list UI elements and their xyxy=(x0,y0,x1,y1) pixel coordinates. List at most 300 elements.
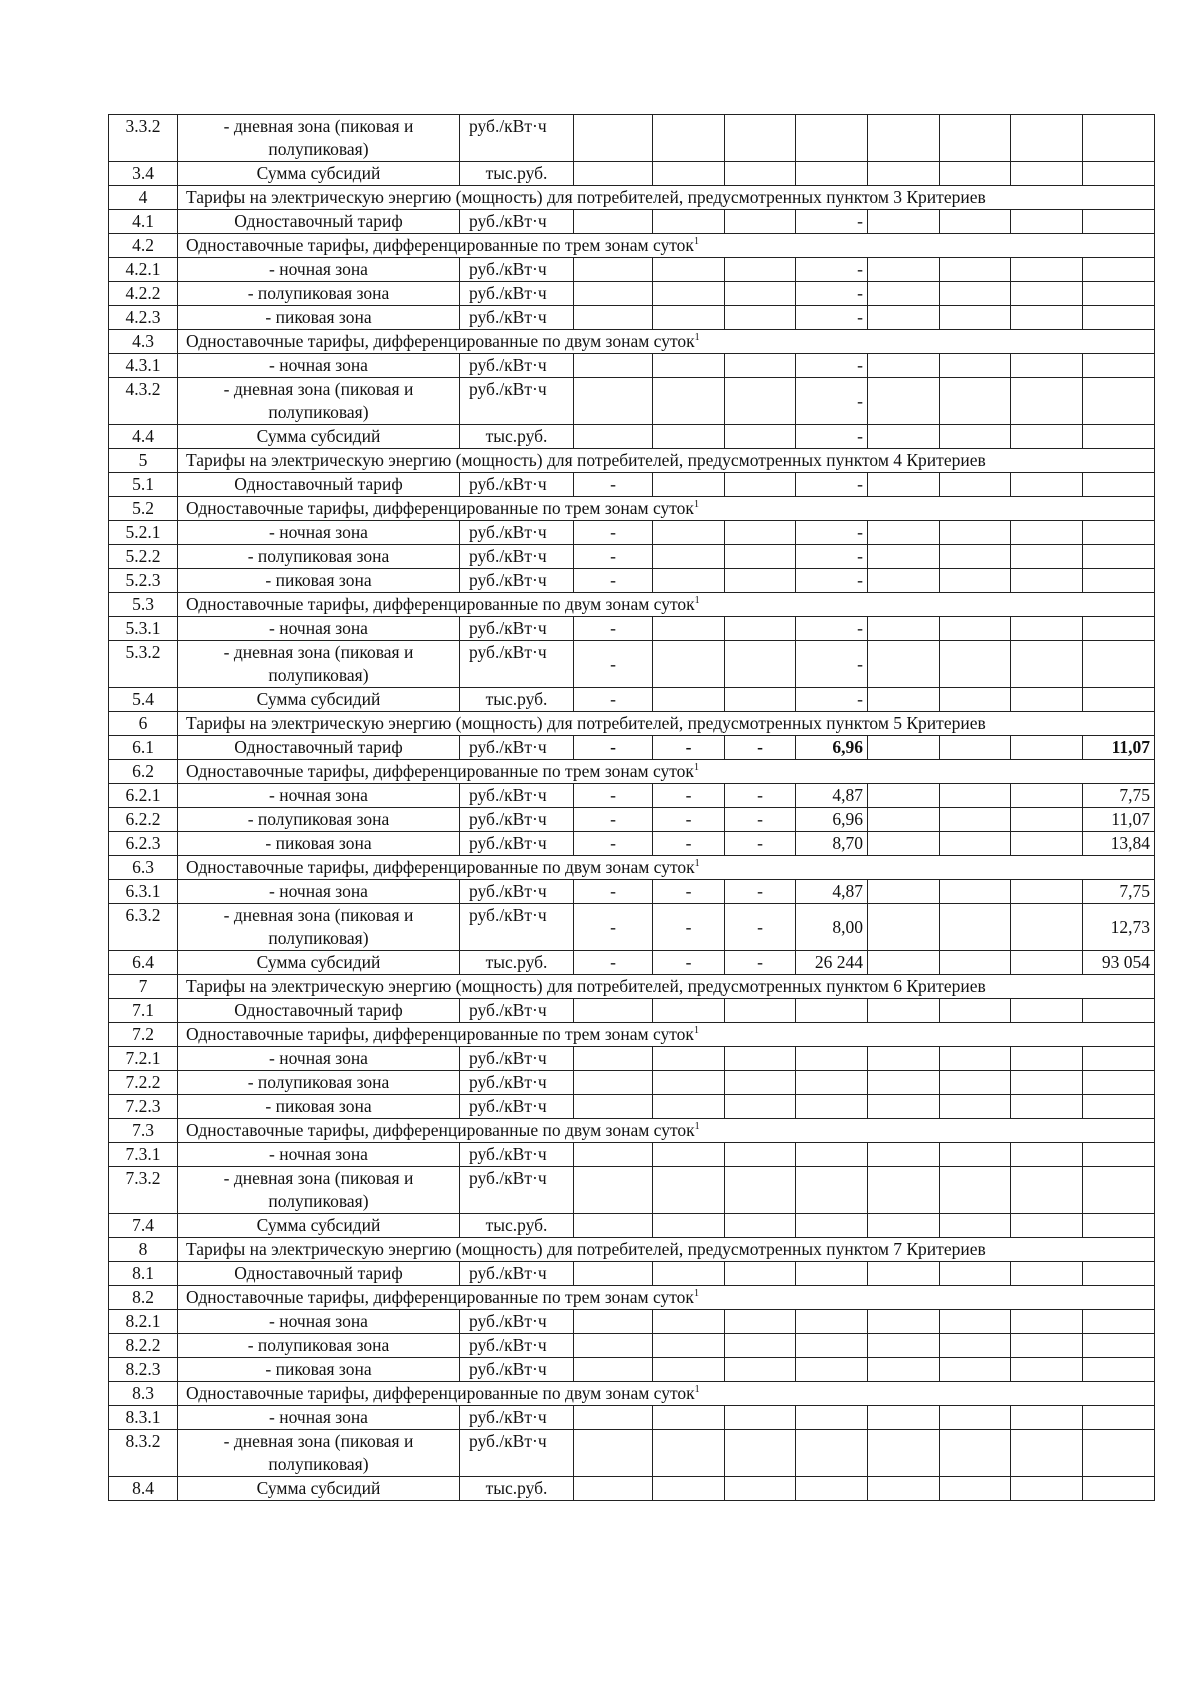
value-cell xyxy=(653,1167,725,1214)
value-cell xyxy=(653,1334,725,1358)
value-cell xyxy=(1011,617,1083,641)
value-cell xyxy=(1011,282,1083,306)
row-number-cell: 6.2.3 xyxy=(109,832,178,856)
value-cell xyxy=(1083,1477,1155,1501)
value-cell: - xyxy=(796,641,868,688)
value-cell xyxy=(796,162,868,186)
unit-cell: руб./кВт·ч xyxy=(460,1358,574,1382)
value-cell xyxy=(940,784,1011,808)
row-number-cell: 6 xyxy=(109,712,178,736)
value-cell xyxy=(1011,999,1083,1023)
value-cell: 8,70 xyxy=(796,832,868,856)
section-title: Одноставочные тарифы, дифференцированные по трем зонам суток xyxy=(186,761,694,781)
value-cell xyxy=(653,378,725,425)
value-cell xyxy=(940,162,1011,186)
value-cell xyxy=(868,306,940,330)
value-cell xyxy=(940,115,1011,162)
value-cell xyxy=(1083,641,1155,688)
table-row xyxy=(109,354,1155,378)
value-cell: 12,73 xyxy=(1083,904,1155,951)
value-cell xyxy=(1011,1214,1083,1238)
section-header-row xyxy=(109,449,1155,473)
footnote-marker: 1 xyxy=(693,1288,699,1299)
value-cell xyxy=(940,354,1011,378)
value-cell xyxy=(868,1310,940,1334)
value-cell xyxy=(796,115,868,162)
value-cell xyxy=(1083,354,1155,378)
table-row xyxy=(109,1167,1155,1214)
table-row xyxy=(109,210,1155,234)
value-cell xyxy=(796,1071,868,1095)
indicator-name-cell: Сумма субсидий xyxy=(178,425,460,449)
value-cell xyxy=(653,1310,725,1334)
indicator-name-cell: Сумма субсидий xyxy=(178,1214,460,1238)
value-cell xyxy=(1011,808,1083,832)
row-number-cell: 4.2 xyxy=(109,234,178,258)
value-cell xyxy=(653,354,725,378)
section-header-row xyxy=(109,1382,1155,1406)
value-cell xyxy=(868,1047,940,1071)
section-header-row xyxy=(109,712,1155,736)
value-cell xyxy=(868,617,940,641)
value-cell xyxy=(868,1358,940,1382)
section-title-cell xyxy=(178,760,1155,784)
indicator-name-cell: - полупиковая зона xyxy=(178,545,460,569)
value-cell xyxy=(574,1047,653,1071)
section-title: Одноставочные тарифы, дифференцированные по трем зонам суток xyxy=(186,1024,694,1044)
unit-cell: руб./кВт·ч xyxy=(460,880,574,904)
section-title: Одноставочные тарифы, дифференцированные по трем зонам суток xyxy=(186,498,694,518)
value-cell xyxy=(1011,306,1083,330)
table-row xyxy=(109,258,1155,282)
row-number-cell: 6.3.1 xyxy=(109,880,178,904)
value-cell xyxy=(940,999,1011,1023)
value-cell xyxy=(653,521,725,545)
row-number-cell: 5.2.3 xyxy=(109,569,178,593)
value-cell xyxy=(796,1214,868,1238)
value-cell xyxy=(1011,832,1083,856)
value-cell xyxy=(868,545,940,569)
value-cell xyxy=(940,904,1011,951)
value-cell xyxy=(868,1167,940,1214)
value-cell xyxy=(574,1095,653,1119)
value-cell xyxy=(653,1358,725,1382)
section-title-cell xyxy=(178,856,1155,880)
section-title-cell xyxy=(178,1119,1155,1143)
value-cell xyxy=(653,617,725,641)
indicator-name-cell: - ночная зона xyxy=(178,1406,460,1430)
table-row xyxy=(109,1095,1155,1119)
value-cell xyxy=(868,999,940,1023)
value-cell xyxy=(574,1334,653,1358)
row-number-cell: 6.2 xyxy=(109,760,178,784)
section-header-row xyxy=(109,1286,1155,1310)
unit-cell: руб./кВт·ч xyxy=(460,569,574,593)
row-number-cell: 8.3 xyxy=(109,1382,178,1406)
value-cell xyxy=(725,1095,796,1119)
row-number-cell: 8.3.1 xyxy=(109,1406,178,1430)
value-cell xyxy=(653,210,725,234)
value-cell xyxy=(1083,617,1155,641)
row-number-cell: 4.2.3 xyxy=(109,306,178,330)
value-cell: 11,07 xyxy=(1083,736,1155,760)
table-row xyxy=(109,473,1155,497)
indicator-name-cell: - ночная зона xyxy=(178,1143,460,1167)
value-cell: - xyxy=(725,832,796,856)
value-cell xyxy=(574,306,653,330)
section-header-row xyxy=(109,1238,1155,1262)
value-cell xyxy=(725,521,796,545)
value-cell xyxy=(1011,569,1083,593)
row-number-cell: 8.2.1 xyxy=(109,1310,178,1334)
value-cell: 6,96 xyxy=(796,736,868,760)
row-number-cell: 8.2.2 xyxy=(109,1334,178,1358)
table-row xyxy=(109,784,1155,808)
indicator-name-cell: - дневная зона (пиковая и полупиковая) xyxy=(178,1430,460,1477)
indicator-name-cell: - полупиковая зона xyxy=(178,282,460,306)
value-cell xyxy=(1083,1095,1155,1119)
indicator-name-cell: - дневная зона (пиковая и полупиковая) xyxy=(178,378,460,425)
value-cell xyxy=(653,1095,725,1119)
section-title: Тарифы на электрическую энергию (мощность) для потребителей, предусмотренных пунктом 3 Критериев xyxy=(186,187,986,207)
unit-cell: руб./кВт·ч xyxy=(460,210,574,234)
table-row xyxy=(109,115,1155,162)
indicator-name-cell: - ночная зона xyxy=(178,784,460,808)
row-number-cell: 6.1 xyxy=(109,736,178,760)
value-cell xyxy=(574,1430,653,1477)
value-cell xyxy=(1011,688,1083,712)
row-number-cell: 4.2.1 xyxy=(109,258,178,282)
section-title: Одноставочные тарифы, дифференцированные по двум зонам суток xyxy=(186,857,695,877)
section-title-cell xyxy=(178,593,1155,617)
value-cell xyxy=(725,1334,796,1358)
value-cell xyxy=(940,521,1011,545)
unit-cell: руб./кВт·ч xyxy=(460,1095,574,1119)
value-cell xyxy=(868,688,940,712)
value-cell: - xyxy=(653,880,725,904)
unit-cell: руб./кВт·ч xyxy=(460,999,574,1023)
indicator-name-cell: - ночная зона xyxy=(178,617,460,641)
value-cell xyxy=(653,1047,725,1071)
section-title-cell xyxy=(178,234,1155,258)
value-cell: - xyxy=(574,904,653,951)
indicator-name-cell: - полупиковая зона xyxy=(178,1334,460,1358)
section-header-row xyxy=(109,856,1155,880)
value-cell: 11,07 xyxy=(1083,808,1155,832)
value-cell xyxy=(868,1406,940,1430)
row-number-cell: 8.2 xyxy=(109,1286,178,1310)
value-cell xyxy=(1011,1047,1083,1071)
row-number-cell: 5.2.2 xyxy=(109,545,178,569)
table-row xyxy=(109,306,1155,330)
value-cell xyxy=(653,1071,725,1095)
indicator-name-cell: - ночная зона xyxy=(178,521,460,545)
unit-cell: тыс.руб. xyxy=(460,688,574,712)
section-title: Тарифы на электрическую энергию (мощность) для потребителей, предусмотренных пунктом 5 Критериев xyxy=(186,713,986,733)
value-cell xyxy=(653,425,725,449)
value-cell xyxy=(868,162,940,186)
value-cell: - xyxy=(725,951,796,975)
section-title-cell xyxy=(178,1023,1155,1047)
value-cell xyxy=(653,545,725,569)
value-cell xyxy=(574,1406,653,1430)
unit-cell: руб./кВт·ч xyxy=(460,306,574,330)
section-title-cell xyxy=(178,330,1155,354)
value-cell xyxy=(1083,306,1155,330)
indicator-name-cell: - пиковая зона xyxy=(178,1358,460,1382)
value-cell xyxy=(653,1214,725,1238)
row-number-cell: 7 xyxy=(109,975,178,999)
footnote-marker: 1 xyxy=(694,1384,700,1395)
value-cell xyxy=(725,545,796,569)
value-cell: - xyxy=(796,306,868,330)
value-cell: 7,75 xyxy=(1083,784,1155,808)
value-cell xyxy=(1011,1334,1083,1358)
table-row xyxy=(109,1334,1155,1358)
indicator-name-cell: Сумма субсидий xyxy=(178,951,460,975)
section-title: Тарифы на электрическую энергию (мощность) для потребителей, предусмотренных пунктом 7 Критериев xyxy=(186,1239,986,1259)
value-cell xyxy=(653,1406,725,1430)
unit-cell: руб./кВт·ч xyxy=(460,1310,574,1334)
indicator-name-cell: - пиковая зона xyxy=(178,832,460,856)
row-number-cell: 4.4 xyxy=(109,425,178,449)
value-cell xyxy=(868,354,940,378)
value-cell xyxy=(940,306,1011,330)
value-cell xyxy=(868,1071,940,1095)
value-cell xyxy=(1011,1095,1083,1119)
row-number-cell: 7.2.1 xyxy=(109,1047,178,1071)
footnote-marker: 1 xyxy=(693,1025,699,1036)
section-header-row xyxy=(109,234,1155,258)
section-title: Одноставочные тарифы, дифференцированные по двум зонам суток xyxy=(186,594,695,614)
value-cell: - xyxy=(796,210,868,234)
indicator-name-cell: - дневная зона (пиковая и полупиковая) xyxy=(178,115,460,162)
unit-cell: руб./кВт·ч xyxy=(460,1334,574,1358)
value-cell xyxy=(1011,210,1083,234)
value-cell: - xyxy=(653,736,725,760)
value-cell: - xyxy=(574,569,653,593)
footnote-marker: 1 xyxy=(694,595,700,606)
unit-cell: руб./кВт·ч xyxy=(460,521,574,545)
value-cell: - xyxy=(574,880,653,904)
value-cell xyxy=(653,282,725,306)
section-header-row xyxy=(109,1023,1155,1047)
value-cell xyxy=(574,258,653,282)
section-title: Тарифы на электрическую энергию (мощность) для потребителей, предусмотренных пунктом 4 Критериев xyxy=(186,450,986,470)
value-cell xyxy=(725,688,796,712)
value-cell: - xyxy=(796,521,868,545)
row-number-cell: 4.3.2 xyxy=(109,378,178,425)
unit-cell: руб./кВт·ч xyxy=(460,115,574,162)
value-cell xyxy=(796,1310,868,1334)
value-cell xyxy=(868,641,940,688)
value-cell xyxy=(653,999,725,1023)
row-number-cell: 5.2.1 xyxy=(109,521,178,545)
section-title: Одноставочные тарифы, дифференцированные по трем зонам суток xyxy=(186,1287,694,1307)
value-cell: - xyxy=(653,808,725,832)
row-number-cell: 7.2.3 xyxy=(109,1095,178,1119)
value-cell: - xyxy=(574,808,653,832)
value-cell xyxy=(868,210,940,234)
unit-cell: тыс.руб. xyxy=(460,1214,574,1238)
row-number-cell: 6.2.1 xyxy=(109,784,178,808)
value-cell xyxy=(725,162,796,186)
unit-cell: руб./кВт·ч xyxy=(460,641,574,688)
row-number-cell: 7.1 xyxy=(109,999,178,1023)
value-cell xyxy=(868,473,940,497)
indicator-name-cell: - ночная зона xyxy=(178,880,460,904)
value-cell: - xyxy=(653,784,725,808)
indicator-name-cell: - ночная зона xyxy=(178,354,460,378)
value-cell xyxy=(1011,736,1083,760)
value-cell xyxy=(940,951,1011,975)
value-cell xyxy=(796,1358,868,1382)
indicator-name-cell: - пиковая зона xyxy=(178,306,460,330)
value-cell xyxy=(725,378,796,425)
value-cell xyxy=(1083,425,1155,449)
table-row xyxy=(109,162,1155,186)
table-row xyxy=(109,545,1155,569)
value-cell: - xyxy=(574,784,653,808)
value-cell xyxy=(940,1167,1011,1214)
unit-cell: руб./кВт·ч xyxy=(460,545,574,569)
unit-cell: руб./кВт·ч xyxy=(460,904,574,951)
value-cell xyxy=(574,1262,653,1286)
row-number-cell: 5.3.2 xyxy=(109,641,178,688)
value-cell: - xyxy=(725,808,796,832)
value-cell xyxy=(868,258,940,282)
value-cell xyxy=(1011,1262,1083,1286)
unit-cell: руб./кВт·ч xyxy=(460,1143,574,1167)
value-cell: - xyxy=(574,736,653,760)
value-cell xyxy=(1083,473,1155,497)
value-cell xyxy=(1011,1310,1083,1334)
section-header-row xyxy=(109,1119,1155,1143)
value-cell xyxy=(725,1143,796,1167)
value-cell: - xyxy=(574,545,653,569)
value-cell xyxy=(574,999,653,1023)
value-cell: - xyxy=(574,473,653,497)
value-cell xyxy=(653,258,725,282)
unit-cell: руб./кВт·ч xyxy=(460,378,574,425)
value-cell xyxy=(725,1310,796,1334)
table-row xyxy=(109,808,1155,832)
value-cell xyxy=(868,1095,940,1119)
table-row xyxy=(109,1358,1155,1382)
value-cell xyxy=(940,378,1011,425)
unit-cell: руб./кВт·ч xyxy=(460,354,574,378)
value-cell xyxy=(868,784,940,808)
value-cell xyxy=(725,115,796,162)
value-cell xyxy=(1083,378,1155,425)
section-title-cell xyxy=(178,497,1155,521)
value-cell xyxy=(1083,569,1155,593)
footnote-marker: 1 xyxy=(693,762,699,773)
value-cell xyxy=(1011,784,1083,808)
value-cell: - xyxy=(653,951,725,975)
indicator-name-cell: - дневная зона (пиковая и полупиковая) xyxy=(178,1167,460,1214)
value-cell xyxy=(868,808,940,832)
value-cell xyxy=(868,951,940,975)
section-title-cell xyxy=(178,1238,1155,1262)
row-number-cell: 8.1 xyxy=(109,1262,178,1286)
table-row xyxy=(109,521,1155,545)
value-cell: - xyxy=(796,473,868,497)
value-cell xyxy=(796,1334,868,1358)
value-cell xyxy=(1011,258,1083,282)
unit-cell: руб./кВт·ч xyxy=(460,258,574,282)
value-cell xyxy=(940,736,1011,760)
value-cell xyxy=(796,1047,868,1071)
value-cell: 4,87 xyxy=(796,880,868,904)
indicator-name-cell: Одноставочный тариф xyxy=(178,999,460,1023)
row-number-cell: 3.3.2 xyxy=(109,115,178,162)
value-cell xyxy=(940,1310,1011,1334)
value-cell xyxy=(1011,354,1083,378)
value-cell xyxy=(1083,282,1155,306)
indicator-name-cell: Одноставочный тариф xyxy=(178,736,460,760)
value-cell xyxy=(940,1406,1011,1430)
value-cell xyxy=(725,1477,796,1501)
value-cell xyxy=(653,641,725,688)
value-cell xyxy=(940,1095,1011,1119)
value-cell xyxy=(1083,521,1155,545)
value-cell xyxy=(653,306,725,330)
row-number-cell: 5.3.1 xyxy=(109,617,178,641)
value-cell xyxy=(574,1071,653,1095)
value-cell xyxy=(940,545,1011,569)
row-number-cell: 5 xyxy=(109,449,178,473)
unit-cell: тыс.руб. xyxy=(460,951,574,975)
value-cell xyxy=(796,1406,868,1430)
section-title: Одноставочные тарифы, дифференцированные по двум зонам суток xyxy=(186,1120,695,1140)
value-cell xyxy=(940,1334,1011,1358)
value-cell: - xyxy=(574,617,653,641)
unit-cell: тыс.руб. xyxy=(460,425,574,449)
row-number-cell: 5.4 xyxy=(109,688,178,712)
value-cell xyxy=(796,1430,868,1477)
value-cell xyxy=(940,832,1011,856)
value-cell xyxy=(1011,1430,1083,1477)
value-cell xyxy=(574,1310,653,1334)
value-cell xyxy=(574,1214,653,1238)
value-cell: - xyxy=(725,784,796,808)
value-cell xyxy=(1083,1214,1155,1238)
value-cell xyxy=(940,1143,1011,1167)
value-cell xyxy=(725,1358,796,1382)
row-number-cell: 7.2 xyxy=(109,1023,178,1047)
value-cell xyxy=(653,115,725,162)
row-number-cell: 6.3.2 xyxy=(109,904,178,951)
value-cell xyxy=(940,808,1011,832)
value-cell xyxy=(574,1358,653,1382)
value-cell: 26 244 xyxy=(796,951,868,975)
value-cell xyxy=(868,425,940,449)
value-cell xyxy=(796,1477,868,1501)
section-title-cell xyxy=(178,449,1155,473)
value-cell: 7,75 xyxy=(1083,880,1155,904)
value-cell xyxy=(940,1214,1011,1238)
value-cell xyxy=(1011,378,1083,425)
section-header-row xyxy=(109,760,1155,784)
value-cell xyxy=(940,1477,1011,1501)
row-number-cell: 4.3 xyxy=(109,330,178,354)
value-cell: - xyxy=(653,904,725,951)
value-cell xyxy=(574,1143,653,1167)
indicator-name-cell: Сумма субсидий xyxy=(178,1477,460,1501)
value-cell xyxy=(1083,1167,1155,1214)
value-cell: - xyxy=(725,736,796,760)
